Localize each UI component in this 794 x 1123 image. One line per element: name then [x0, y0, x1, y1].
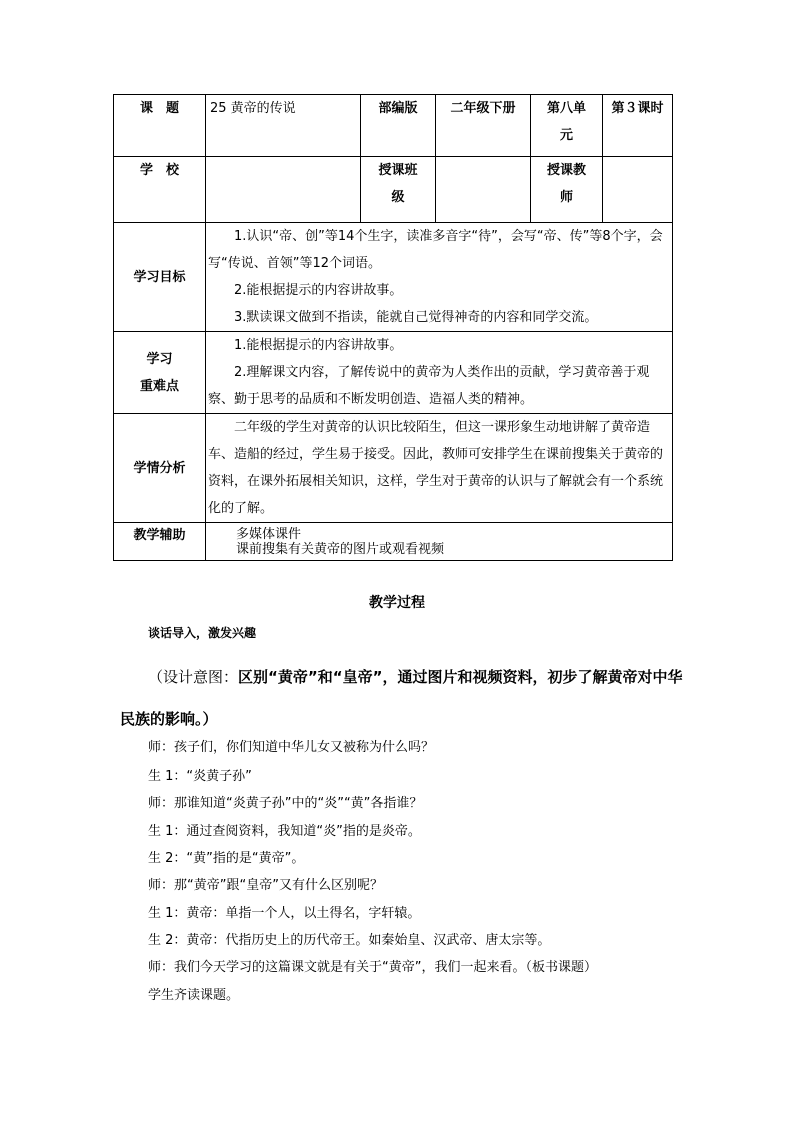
analysis-text: 二年级的学生对黄帝的认识比较陌生，但这一课形象生动地讲解了黄帝造车、造船的经过，学生易于接受。因此，教师可安排学生在课前搜集关于黄帝的资料，在课外拓展相关知识，这样，学生对于黄帝的认识与了解就会有一个系统化的了解。	[208, 420, 664, 516]
design-intent	[120, 656, 690, 740]
keypoints-content	[206, 332, 673, 414]
table-row	[114, 223, 673, 332]
goals-label: 学习目标	[114, 223, 206, 332]
school-label: 学 校	[114, 157, 206, 223]
table-row	[114, 414, 673, 523]
dialogue-line: 师：那“黄帝”跟“皇帝”又有什么区别呢？	[148, 878, 383, 893]
unit	[531, 95, 603, 157]
goal-item: 2.能根据提示的内容讲故事。	[234, 283, 403, 298]
dialogue-line: 生 1：通过查阅资料，我知道“炎”指的是炎帝。	[148, 824, 421, 839]
keypoints-label-line-1: 学习	[146, 351, 173, 367]
section-heading: 谈话导入，激发兴趣	[148, 626, 257, 640]
analysis-label: 学情分析	[114, 414, 206, 523]
edition: 部编版	[361, 95, 436, 157]
lesson-title: 25 黄帝的传说	[206, 95, 361, 157]
dialogue-line: 师：那谁知道“炎黄子孙”中的“炎”“黄”各指谁？	[148, 796, 423, 811]
table-row	[114, 523, 673, 561]
dialogue-line: 生 1：黄帝：单指一个人，以土得名，字轩辕。	[148, 906, 421, 921]
period: 第３课时	[603, 95, 673, 157]
design-intent-lead: （设计意图：	[148, 668, 239, 686]
goal-item: 1.认识“帝、创”等14个生字，读准多音字“待”，会写“帝、传”等8个字，会写“传说、首领”等12个词语。	[208, 229, 663, 271]
school-value	[206, 157, 361, 223]
dialogue-line: 学生齐读课题。	[148, 988, 240, 1003]
class-value	[436, 157, 531, 223]
aids-label: 教学辅助	[114, 523, 206, 561]
unit-line-2: 元	[559, 128, 573, 143]
keypoints-label-line-2: 重难点	[139, 378, 179, 394]
process-title: 教学过程	[369, 595, 425, 611]
keypoints-label	[114, 332, 206, 414]
teacher-label-line-2: 师	[559, 190, 573, 205]
dialogue-line: 生 2：“黄”指的是“黄帝”。	[148, 851, 305, 866]
class-label-line-2: 级	[391, 190, 405, 205]
table-row	[114, 157, 673, 223]
keypoint-item: 1.能根据提示的内容讲故事。	[234, 338, 403, 353]
teacher-label	[531, 157, 603, 223]
aid-item: 多媒体课件	[236, 527, 302, 542]
lesson-info-table	[113, 94, 673, 561]
analysis-content	[206, 414, 673, 523]
class-label	[361, 157, 436, 223]
unit-line-1: 第八单	[546, 101, 586, 116]
aids-content	[206, 523, 673, 561]
aid-item: 课前搜集有关黄帝的图片或观看视频	[236, 542, 445, 557]
table-row	[114, 332, 673, 414]
teacher-label-line-1: 授课教	[546, 163, 586, 178]
goals-content	[206, 223, 673, 332]
goal-item: 3.默读课文做到不指读，能就自己觉得神奇的内容和同学交流。	[234, 310, 598, 325]
dialogue-line: 生 1：“炎黄子孙”	[148, 769, 252, 784]
lesson-label: 课 题	[114, 95, 206, 157]
dialogue-line: 生 2：黄帝：代指历史上的历代帝王。如秦始皇、汉武帝、唐太宗等。	[148, 933, 551, 948]
table-row	[114, 95, 673, 157]
dialogue-line: 师：我们今天学习的这篇课文就是有关于“黄帝”，我们一起来看。（板书课题）	[148, 960, 597, 975]
keypoint-item: 2.理解课文内容，了解传说中的黄帝为人类作出的贡献，学习黄帝善于观察、勤于思考的品质和不断发明创造、造福人类的精神。	[208, 365, 650, 407]
teacher-value	[603, 157, 673, 223]
grade: 二年级下册	[436, 95, 531, 157]
class-label-line-1: 授课班	[378, 163, 418, 178]
dialogue-line: 师：孩子们，你们知道中华儿女又被称为什么吗？	[148, 740, 435, 755]
design-intent-body: 区别“黄帝”和“皇帝”，通过图片和视频资料，初步了解黄帝对中华民族的影响。）	[120, 668, 683, 728]
